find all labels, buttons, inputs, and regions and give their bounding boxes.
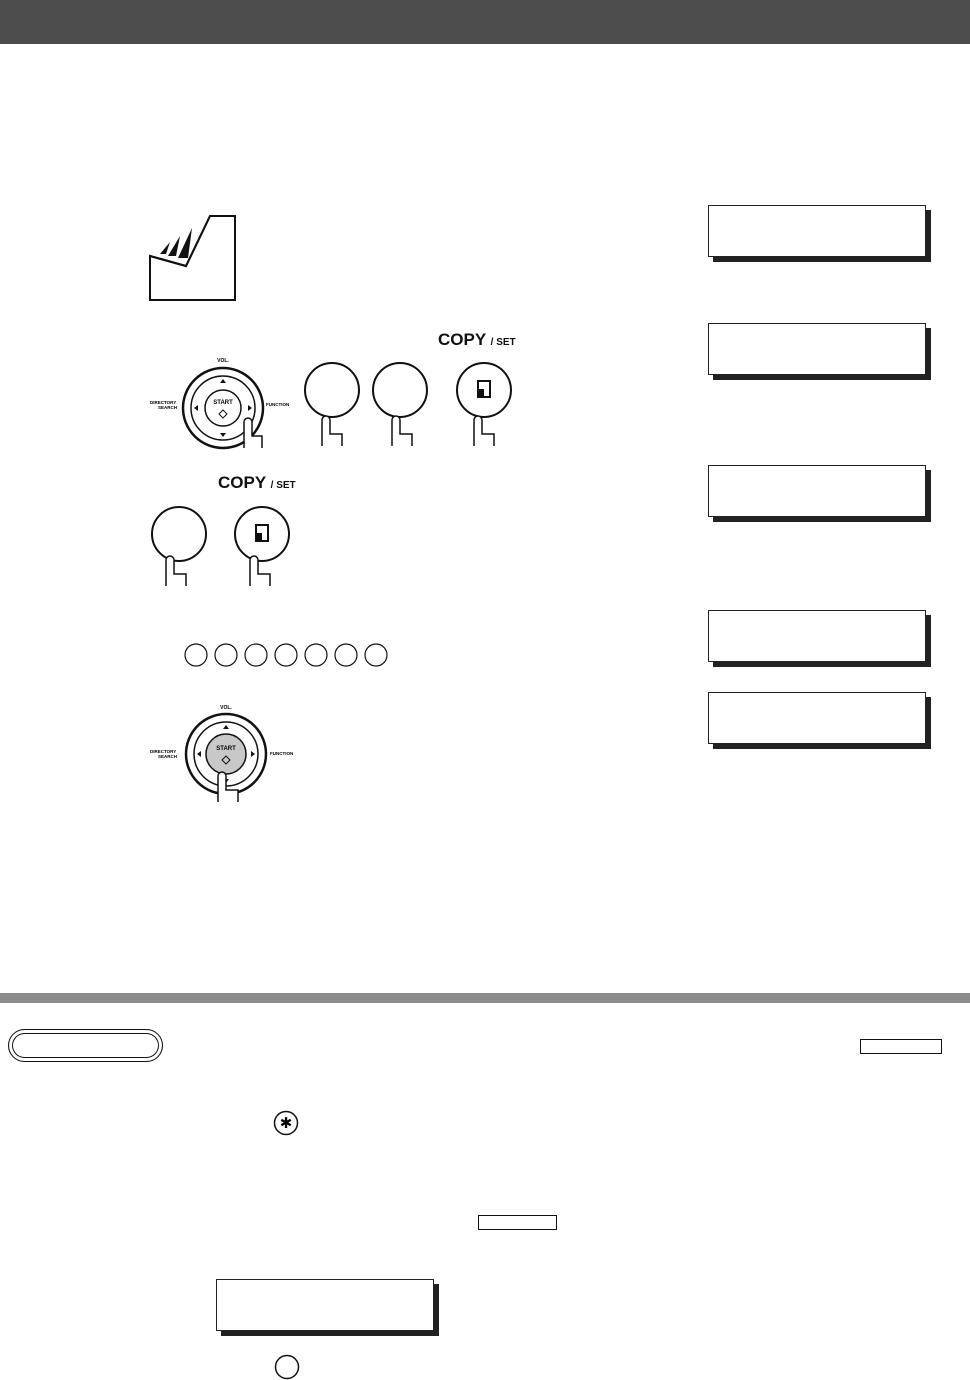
document-feeder-icon	[140, 212, 240, 304]
directory-label: DIRECTORY	[150, 400, 177, 405]
keypad-button-a[interactable]	[300, 360, 364, 450]
copy-set-button-2[interactable]	[232, 504, 296, 590]
circle-key-icon[interactable]	[274, 1354, 300, 1380]
svg-text:✱: ✱	[279, 1114, 293, 1132]
section-divider	[0, 993, 970, 1003]
key-label-box-inline	[478, 1215, 557, 1230]
lcd-display-4	[708, 610, 926, 662]
lcd-display-3	[708, 465, 926, 517]
key-label-box-right	[860, 1039, 942, 1054]
nav-pad-start-pressed[interactable]	[148, 700, 308, 804]
vol-label-2: VOL.	[220, 705, 232, 711]
keypad-button-c[interactable]	[148, 504, 212, 590]
directory-label-2: DIRECTORY	[150, 749, 177, 754]
lcd-display-2	[708, 323, 926, 375]
start-label: START	[213, 400, 233, 406]
lcd-display-1	[708, 205, 926, 257]
start-label-2: START	[216, 746, 236, 752]
asterisk-key-icon[interactable]	[273, 1110, 299, 1136]
vol-label: VOL.	[217, 358, 229, 364]
function-label-2: FUNCTION	[270, 751, 294, 756]
copy-set-label-2: COPY / SET	[218, 473, 296, 492]
keypad-digit-row[interactable]	[180, 640, 395, 670]
search-label-2: SEARCH	[158, 754, 178, 759]
nav-pad-step2[interactable]	[148, 352, 308, 452]
function-label: FUNCTION	[266, 402, 290, 407]
note-pill	[8, 1029, 163, 1062]
lcd-display-5	[708, 692, 926, 744]
copy-set-label: COPY / SET	[438, 330, 516, 349]
lcd-display-6	[216, 1279, 434, 1331]
keypad-button-b[interactable]	[370, 360, 434, 450]
header-bar	[0, 0, 970, 44]
copy-set-button[interactable]	[452, 360, 516, 450]
search-label: SEARCH	[158, 405, 178, 410]
